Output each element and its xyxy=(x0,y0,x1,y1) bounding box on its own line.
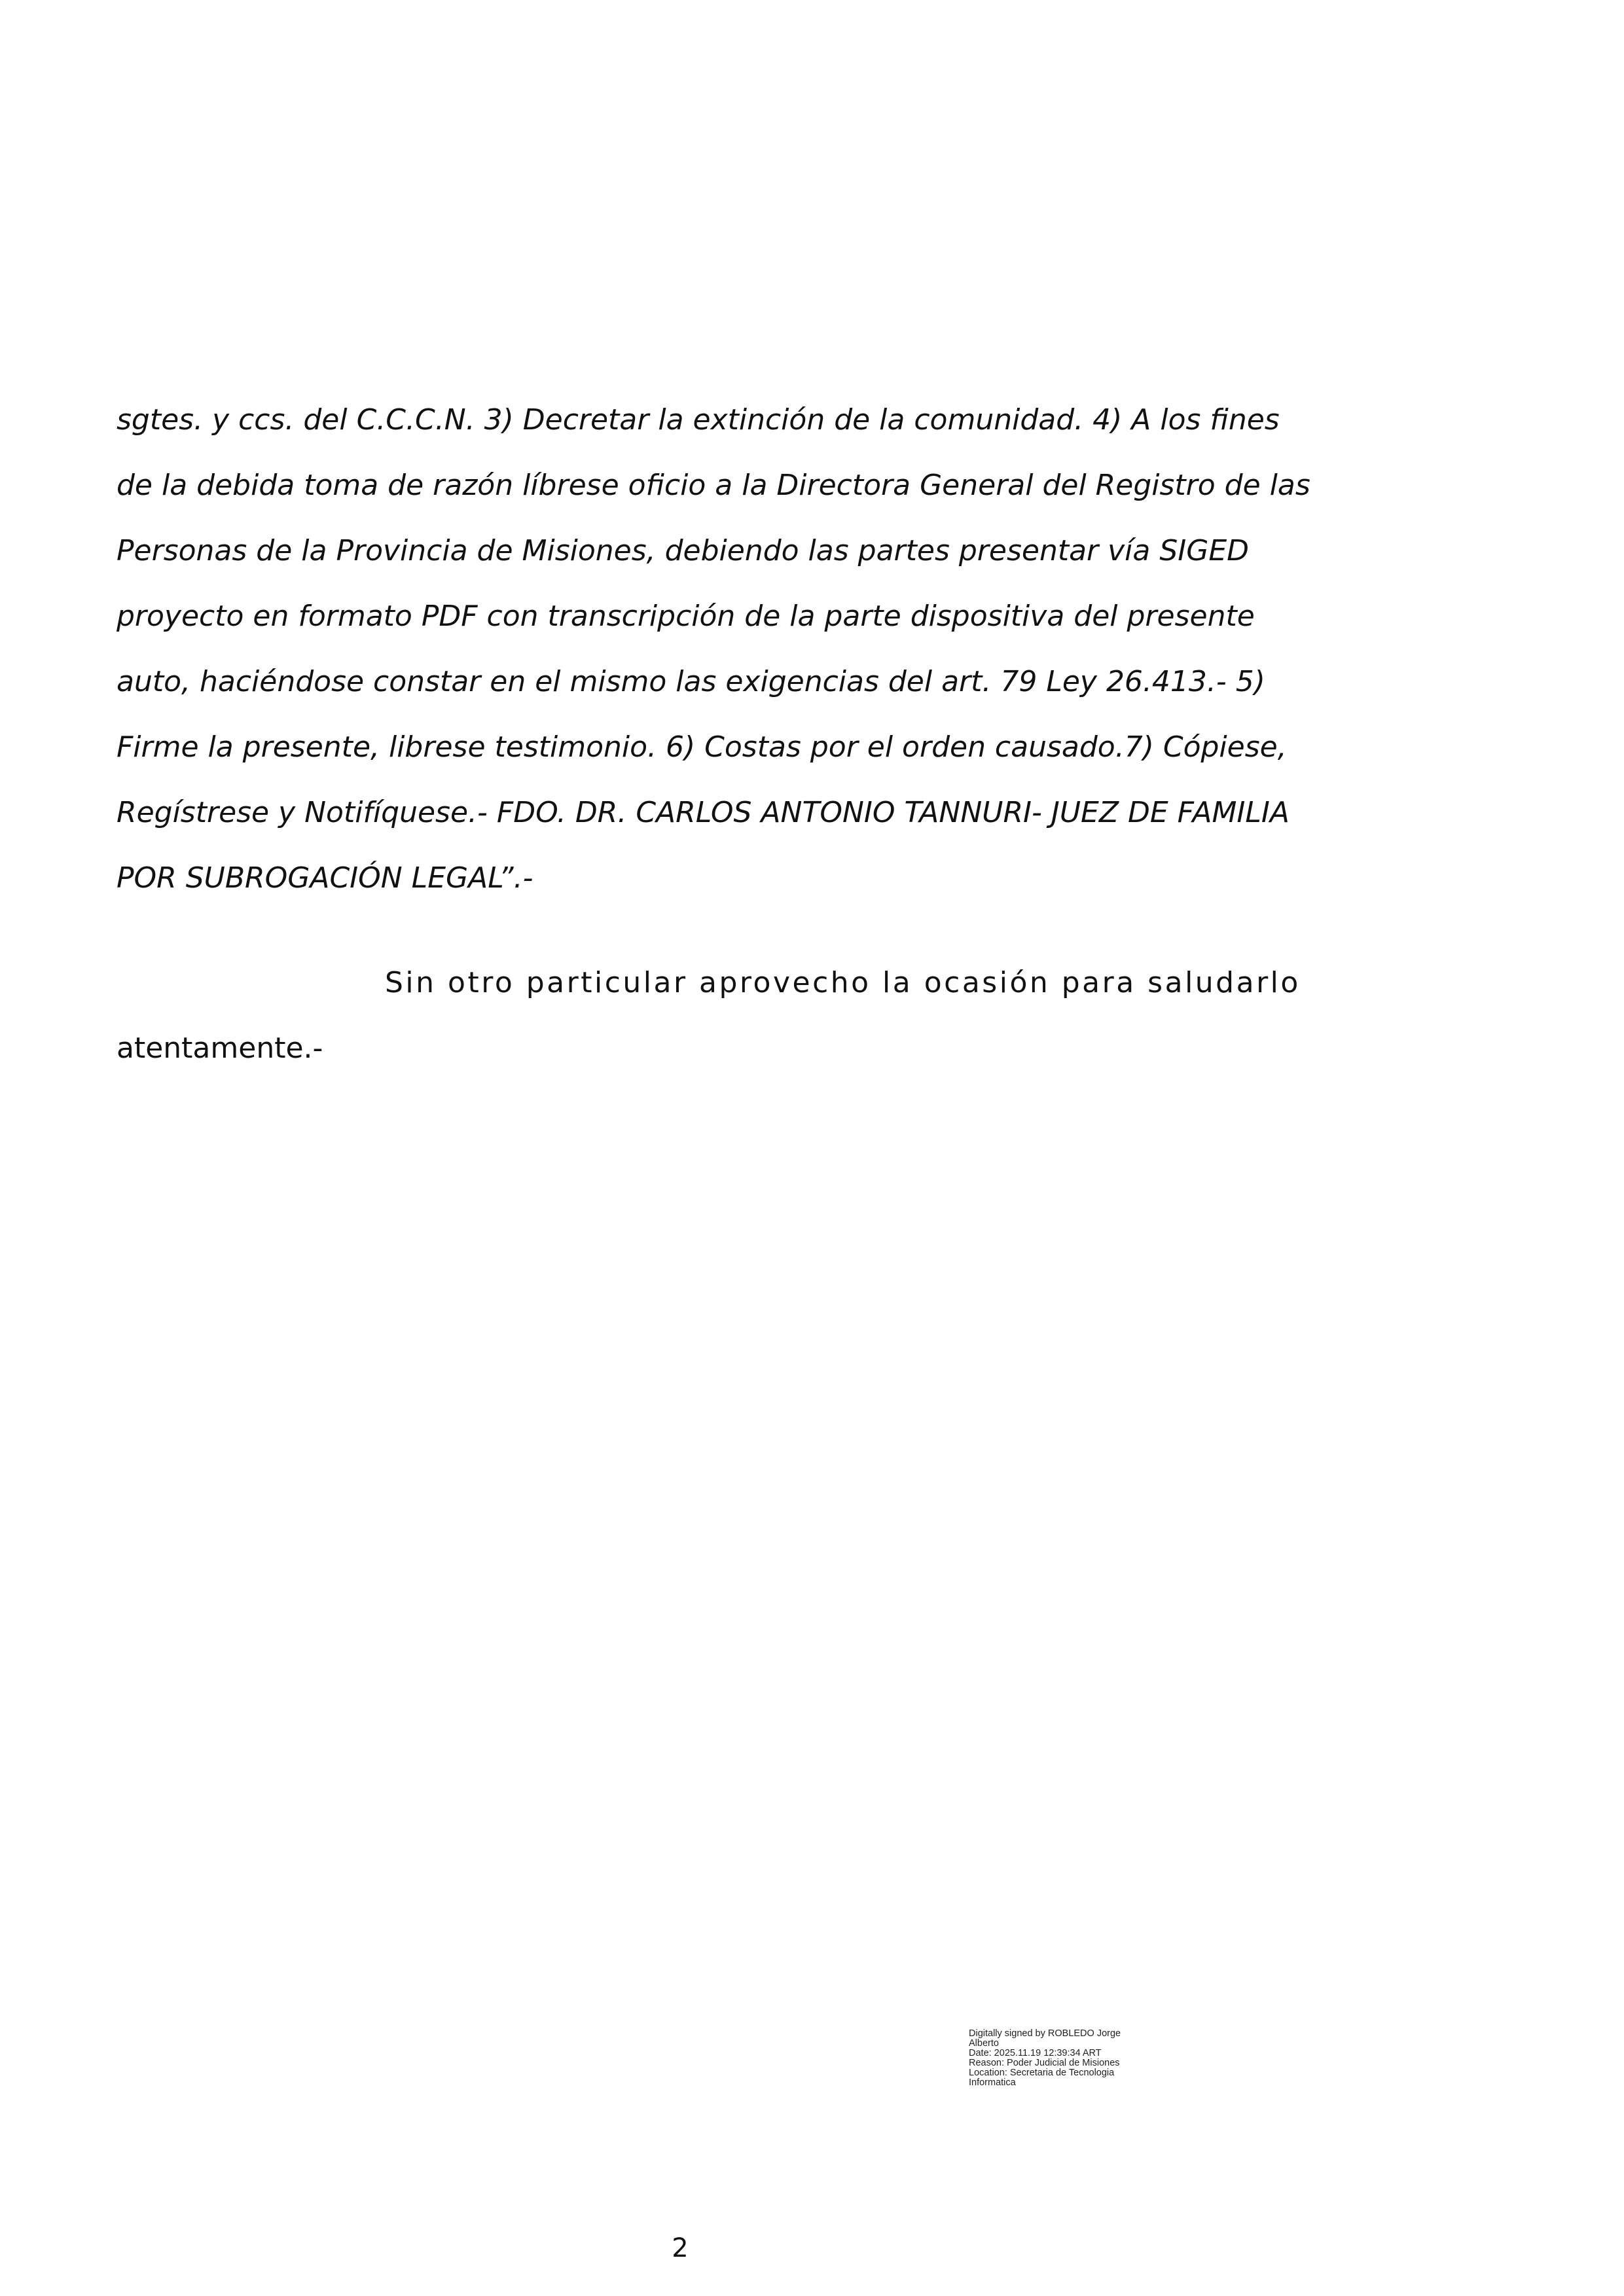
body-line-4: proyecto en formato PDF con transcripción de la parte dispositiva del presente xyxy=(117,600,1255,633)
body-line-7: Regístrese y Notifíquese.- FDO. DR. CARLOS ANTONIO TANNURI- JUEZ DE FAMILIA xyxy=(117,796,1290,829)
body-line-6: Firme la presente, librese testimonio. 6) Costas por el orden causado.7) Cópiese, xyxy=(117,730,1287,764)
signature-line-reason: Reason: Poder Judicial de Misiones xyxy=(969,2058,1120,2068)
digital-signature-block xyxy=(969,2029,1178,2088)
body-line-1: sgtes. y ccs. del C.C.C.N. 3) Decretar la extinción de la comunidad. 4) A los fines xyxy=(117,403,1280,437)
body-line-3: Personas de la Provincia de Misiones, debiendo las partes presentar vía SIGED xyxy=(117,534,1250,567)
body-line-5: auto, haciéndose constar en el mismo las exigencias del art. 79 Ley 26.413.- 5) xyxy=(117,665,1265,698)
page-number: 2 xyxy=(672,2233,689,2263)
signature-line-date: Date: 2025.11.19 12:39:34 ART xyxy=(969,2048,1102,2058)
closing-line-1: Sin otro particular aprovecho la ocasión para saludarlo xyxy=(385,966,1301,999)
body-line-2: de la debida toma de razón líbrese oficio a la Directora General del Registro de las xyxy=(117,469,1310,502)
body-line-8: POR SUBROGACIÓN LEGAL”.- xyxy=(117,861,533,895)
signature-line-signer-cont: Alberto xyxy=(969,2038,999,2049)
signature-line-signer: Digitally signed by ROBLEDO Jorge xyxy=(969,2028,1121,2039)
closing-line-2: atentamente.- xyxy=(117,1031,323,1065)
signature-line-location: Location: Secretaria de Tecnologia xyxy=(969,2068,1115,2078)
signature-line-location-cont: Informatica xyxy=(969,2077,1016,2088)
